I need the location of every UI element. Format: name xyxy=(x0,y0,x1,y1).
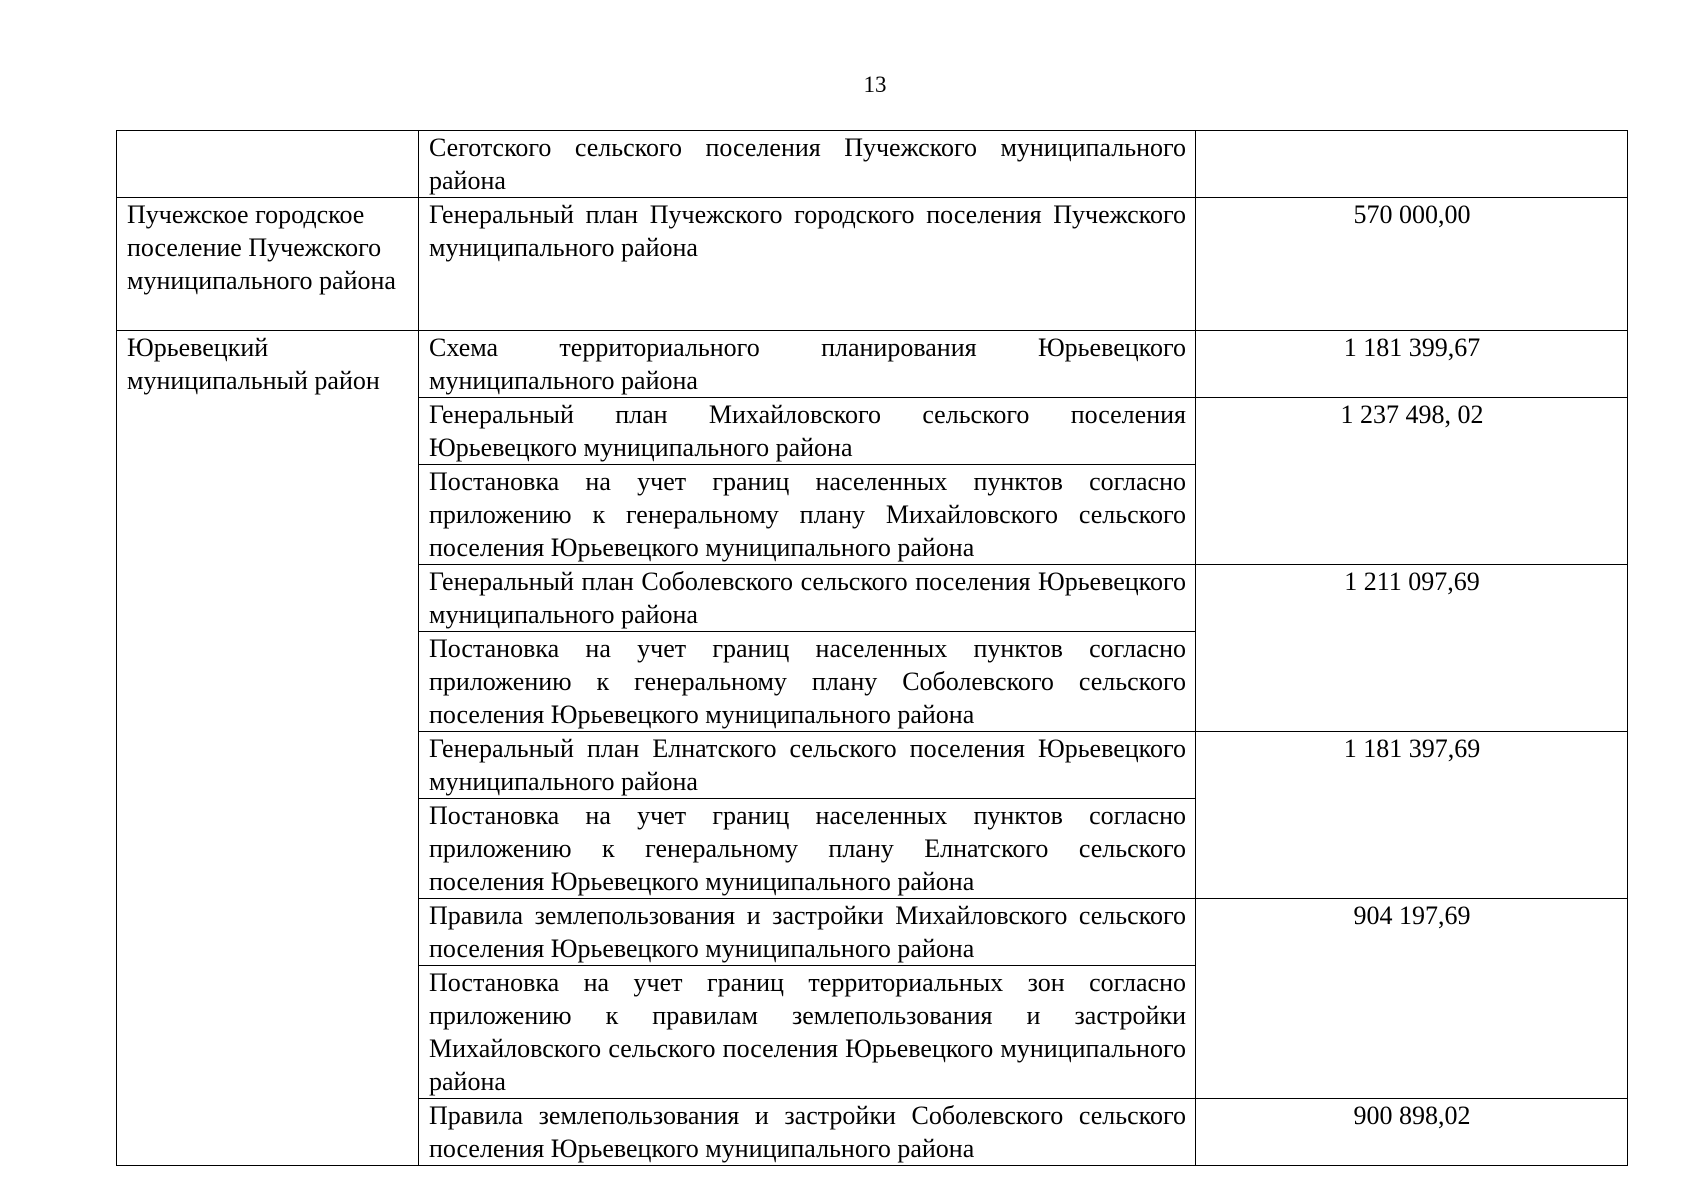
document-text: Генеральный план Соболевского сельского поселения Юрьевецкого муниципального района xyxy=(429,567,1186,629)
document-cell xyxy=(419,198,1196,331)
document-text: Генеральный план Пучежского городского поселения Пучежского муниципального района xyxy=(429,200,1186,262)
document-cell xyxy=(419,565,1196,632)
amount-cell xyxy=(1196,131,1628,198)
table-row xyxy=(117,198,1628,331)
table-row xyxy=(117,331,1628,398)
amount-cell: 570 000,00 xyxy=(1196,198,1628,331)
document-cell xyxy=(419,1099,1196,1166)
amount-cell: 904 197,69 xyxy=(1196,899,1628,1099)
amount-cell: 900 898,02 xyxy=(1196,1099,1628,1166)
municipality-cell xyxy=(117,131,419,198)
document-text: Правила землепользования и застройки Соболевского сельского поселения Юрьевецкого муниципального района xyxy=(429,1101,1186,1163)
document-cell xyxy=(419,799,1196,899)
document-cell xyxy=(419,632,1196,732)
municipality-cell: Юрьевецкий муниципальный район xyxy=(117,331,419,1166)
municipality-cell: Пучежское городское поселение Пучежского муниципального района xyxy=(117,198,419,331)
document-text: Сеготского сельского поселения Пучежского муниципального района xyxy=(429,133,1186,195)
document-cell xyxy=(419,131,1196,198)
document-cell xyxy=(419,966,1196,1099)
document-cell xyxy=(419,465,1196,565)
amount-cell: 1 237 498, 02 xyxy=(1196,398,1628,565)
document-text: Постановка на учет границ территориальных зон согласно приложению к правилам землепользования и застройки Михайловского сельского поселения Юрьевецкого муниципального района xyxy=(429,968,1186,1096)
document-text: Постановка на учет границ населенных пунктов согласно приложению к генеральному плану Михайловского сельского поселения Юрьевецкого муниципального района xyxy=(429,467,1186,562)
document-text: Постановка на учет границ населенных пунктов согласно приложению к генеральному плану Соболевского сельского поселения Юрьевецкого муниципального района xyxy=(429,634,1186,729)
document-cell xyxy=(419,899,1196,966)
document-text: Правила землепользования и застройки Михайловского сельского поселения Юрьевецкого муниципального района xyxy=(429,901,1186,963)
amount-cell: 1 211 097,69 xyxy=(1196,565,1628,732)
document-text: Постановка на учет границ населенных пунктов согласно приложению к генеральному плану Елнатского сельского поселения Юрьевецкого муниципального района xyxy=(429,801,1186,896)
document-text: Генеральный план Михайловского сельского поселения Юрьевецкого муниципального района xyxy=(429,400,1186,462)
amount-cell: 1 181 397,69 xyxy=(1196,732,1628,899)
document-text: Схема территориального планирования Юрьевецкого муниципального района xyxy=(429,333,1186,395)
document-cell xyxy=(419,331,1196,398)
document-cell xyxy=(419,398,1196,465)
document-cell xyxy=(419,732,1196,799)
funding-table xyxy=(116,130,1628,1166)
amount-cell: 1 181 399,67 xyxy=(1196,331,1628,398)
page-number: 13 xyxy=(863,72,887,97)
table-row xyxy=(117,131,1628,198)
document-text: Генеральный план Елнатского сельского поселения Юрьевецкого муниципального района xyxy=(429,734,1186,796)
